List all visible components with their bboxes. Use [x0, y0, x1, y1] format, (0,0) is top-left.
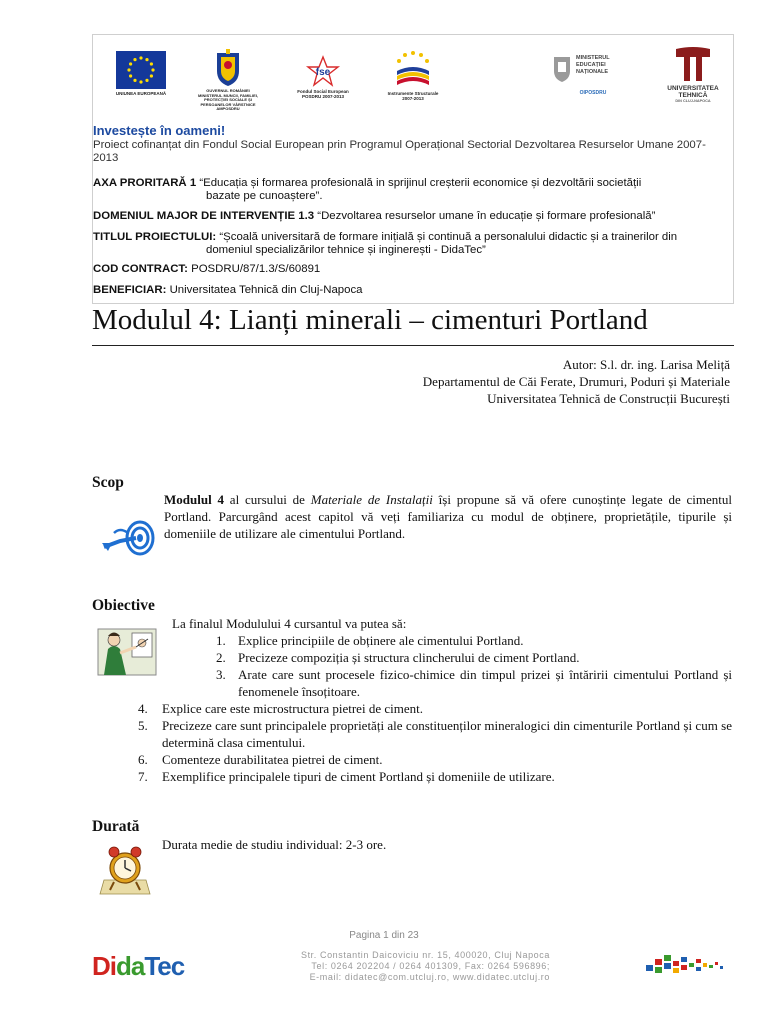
utcn-logo [653, 35, 733, 104]
fse-caption-1: Fondul Social European [297, 89, 349, 94]
cod-row [93, 263, 723, 276]
fse-caption-2: POSDRU 2007-2013 [301, 94, 345, 99]
gov-caption-1: GUVERNUL ROMÂNIEI [206, 88, 250, 93]
didatec-logo [92, 946, 200, 986]
footer-address-line-3: E-mail: didatec@com.utcluj.ro, www.didatec.utcluj.ro [309, 972, 550, 982]
gov-caption-4: PERSOANELOR VÂRSTNICE [200, 101, 256, 107]
objective-number: 7. [138, 769, 148, 784]
objective-item-2 [216, 649, 732, 666]
scop-bold-lead: Modulul 4 [164, 492, 224, 507]
logo-banner [92, 34, 734, 121]
mosaic-decoration-icon [646, 955, 732, 982]
durata-text: Durata medie de studiu individual: 2-3 ore. [162, 837, 387, 852]
titlu-row [93, 231, 723, 257]
didatec-logo-part-1: Di [92, 951, 116, 981]
fse-logo [283, 35, 363, 99]
domeniu-row [93, 210, 723, 223]
obiective-heading: Obiective [92, 597, 155, 614]
axa-text-1: “Educația și formarea profesională in sprijinul creșterii economice și dezvoltării societății [199, 177, 642, 189]
footer-address [260, 950, 550, 983]
didatec-logo-part-2: da [116, 951, 145, 981]
objective-text: Arate care sunt procesele fizico-chimice din timpul prizei și întăririi cimentului Portland și fenomenele însoțitoare. [238, 667, 732, 699]
obiective-intro: La finalul Modulului 4 cursantul va putea să: [172, 616, 407, 631]
objective-text: Explice care este microstructura pietrei de ciment. [162, 701, 423, 716]
fse-star-icon [303, 55, 343, 87]
objective-number: 4. [138, 701, 148, 716]
scop-heading: Scop [92, 474, 124, 491]
objective-number: 1. [216, 633, 226, 648]
page-number: Pagina 1 din 23 [349, 930, 419, 941]
objective-text: Comenteze durabilitatea pietrei de ciment. [162, 752, 383, 767]
eu-logo [101, 35, 181, 96]
objective-text: Precizeze compoziția și structura clincherului de ciment Portland. [238, 650, 580, 665]
objective-item-6 [138, 751, 732, 768]
domeniu-label: DOMENIUL MAJOR DE INTERVENȚIE 1.3 [93, 210, 315, 222]
module-title: Modulul 4: Lianți minerali – cimenturi Portland [92, 304, 648, 336]
author-block [423, 356, 730, 407]
objective-text: Exemplifice principalele tipuri de ciment Portland și domeniile de utilizare. [162, 769, 555, 784]
government-logo [188, 35, 268, 112]
scop-paragraph [164, 491, 732, 542]
title-divider [92, 345, 734, 346]
instrumente-structurale-logo [373, 35, 453, 101]
utcn-emblem-icon [658, 47, 728, 83]
cod-text: POSDRU/87/1.3/S/60891 [191, 263, 321, 275]
beneficiar-text: Universitatea Tehnică din Cluj-Napoca [169, 284, 363, 296]
men-text-3: NAȚIONALE [576, 69, 609, 75]
beneficiar-row [93, 284, 723, 297]
gov-caption-5: AMPOSDRU [216, 106, 240, 112]
scop-text-2: își propune să vă ofere cunoștințe legate de cimentul Portland. Parcurgând acest capitol vă veți familiariza cu modul de obținere, proprietățile, tipurile și domeniile de utilizare ale cimentului Portland. [164, 492, 733, 541]
objective-number: 5. [138, 718, 148, 733]
project-description: Proiect cofinanțat din Fondul Social European prin Programul Operațional Sectorial Dezvoltarea Resurselor Umane 2007-2013 [93, 139, 706, 164]
objective-item-3 [216, 666, 732, 700]
author-department: Departamentul de Căi Ferate, Drumuri, Poduri și Materiale [422, 374, 730, 389]
objective-text: Precizeze care sunt principalele proprietăți ale constituenților mineralogici din cimenturile Portland și cum se determină clasa cimentului. [162, 718, 732, 750]
men-text-2: EDUCAȚIEI [576, 62, 606, 68]
utcn-name-2: TEHNICĂ [678, 92, 708, 99]
objective-list-outdented [138, 700, 732, 785]
titlu-label: TITLUL PROIECTULUI: [93, 231, 217, 243]
alarm-clock-icon [96, 840, 154, 903]
objective-number: 2. [216, 650, 226, 665]
titlu-text-2: domeniul specializărilor tehnice și inginerești - DidaTec” [206, 244, 486, 256]
axa-row [93, 177, 723, 203]
objective-item-1 [216, 632, 732, 649]
objective-list-indented [216, 632, 732, 700]
objective-number: 3. [216, 667, 226, 682]
men-caption: OIPOSDRU [579, 90, 607, 96]
footer-address-line-1: Str. Constantin Daicoviciu nr. 15, 400020, Cluj Napoca [300, 950, 550, 960]
objective-item-4 [138, 700, 732, 717]
scop-course-name: Materiale de Instalații [310, 492, 433, 507]
didatec-logo-part-3: Tec [144, 951, 185, 981]
romania-crest-icon [215, 49, 241, 87]
men-text-1: MINISTERUL [576, 55, 610, 61]
scop-text-1: al cursului de [224, 492, 311, 507]
axa-text-2: bazate pe cunoaștere”. [206, 190, 323, 202]
project-info-box [92, 120, 734, 304]
gov-caption-3: PROTECȚIEI SOCIALE ȘI [204, 97, 252, 103]
author-name: Autor: S.l. dr. ing. Larisa Meliță [562, 357, 730, 372]
cod-label: COD CONTRACT: [93, 263, 188, 275]
target-arrow-icon [100, 513, 156, 568]
beneficiar-label: BENEFICIAR: [93, 284, 167, 296]
durata-heading: Durată [92, 818, 140, 835]
objective-item-7 [138, 768, 732, 785]
objective-item-5 [138, 717, 732, 751]
men-crest-icon [552, 53, 572, 83]
project-slogan: Investește în oameni! [93, 123, 226, 138]
is-caption-1: Instrumente Structurale [387, 91, 439, 96]
eu-flag-icon [116, 51, 166, 89]
objective-text: Explice principiile de obținere ale cimentului Portland. [238, 633, 524, 648]
presenter-icon [96, 625, 160, 690]
author-university: Universitatea Tehnică de Construcții București [487, 391, 730, 406]
eu-caption: UNIUNEA EUROPEANĂ [115, 91, 167, 96]
utcn-city: DIN CLUJ-NAPOCA [675, 99, 711, 103]
axa-label: AXA PRORITARĂ 1 [93, 177, 197, 189]
instrumente-structurale-icon [391, 49, 435, 89]
utcn-name-1: UNIVERSITATEA [667, 85, 719, 92]
footer-address-line-2: Tel: 0264 202204 / 0264 401309, Fax: 0264 596896; [311, 961, 550, 971]
titlu-text-1: “Școală universitară de formare inițială și continuă a personalului didactic și a trainerilor din [219, 231, 678, 243]
objective-number: 6. [138, 752, 148, 767]
svg-text:fse: fse [315, 67, 331, 78]
domeniu-text: “Dezvoltarea resurselor umane în educație și formare profesională” [317, 210, 656, 222]
gov-caption-2: MINISTERUL MUNCII, FAMILIEI, [198, 92, 258, 98]
ministerul-educatiei-logo [543, 35, 643, 96]
is-caption-2: 2007-2013 [402, 96, 424, 101]
